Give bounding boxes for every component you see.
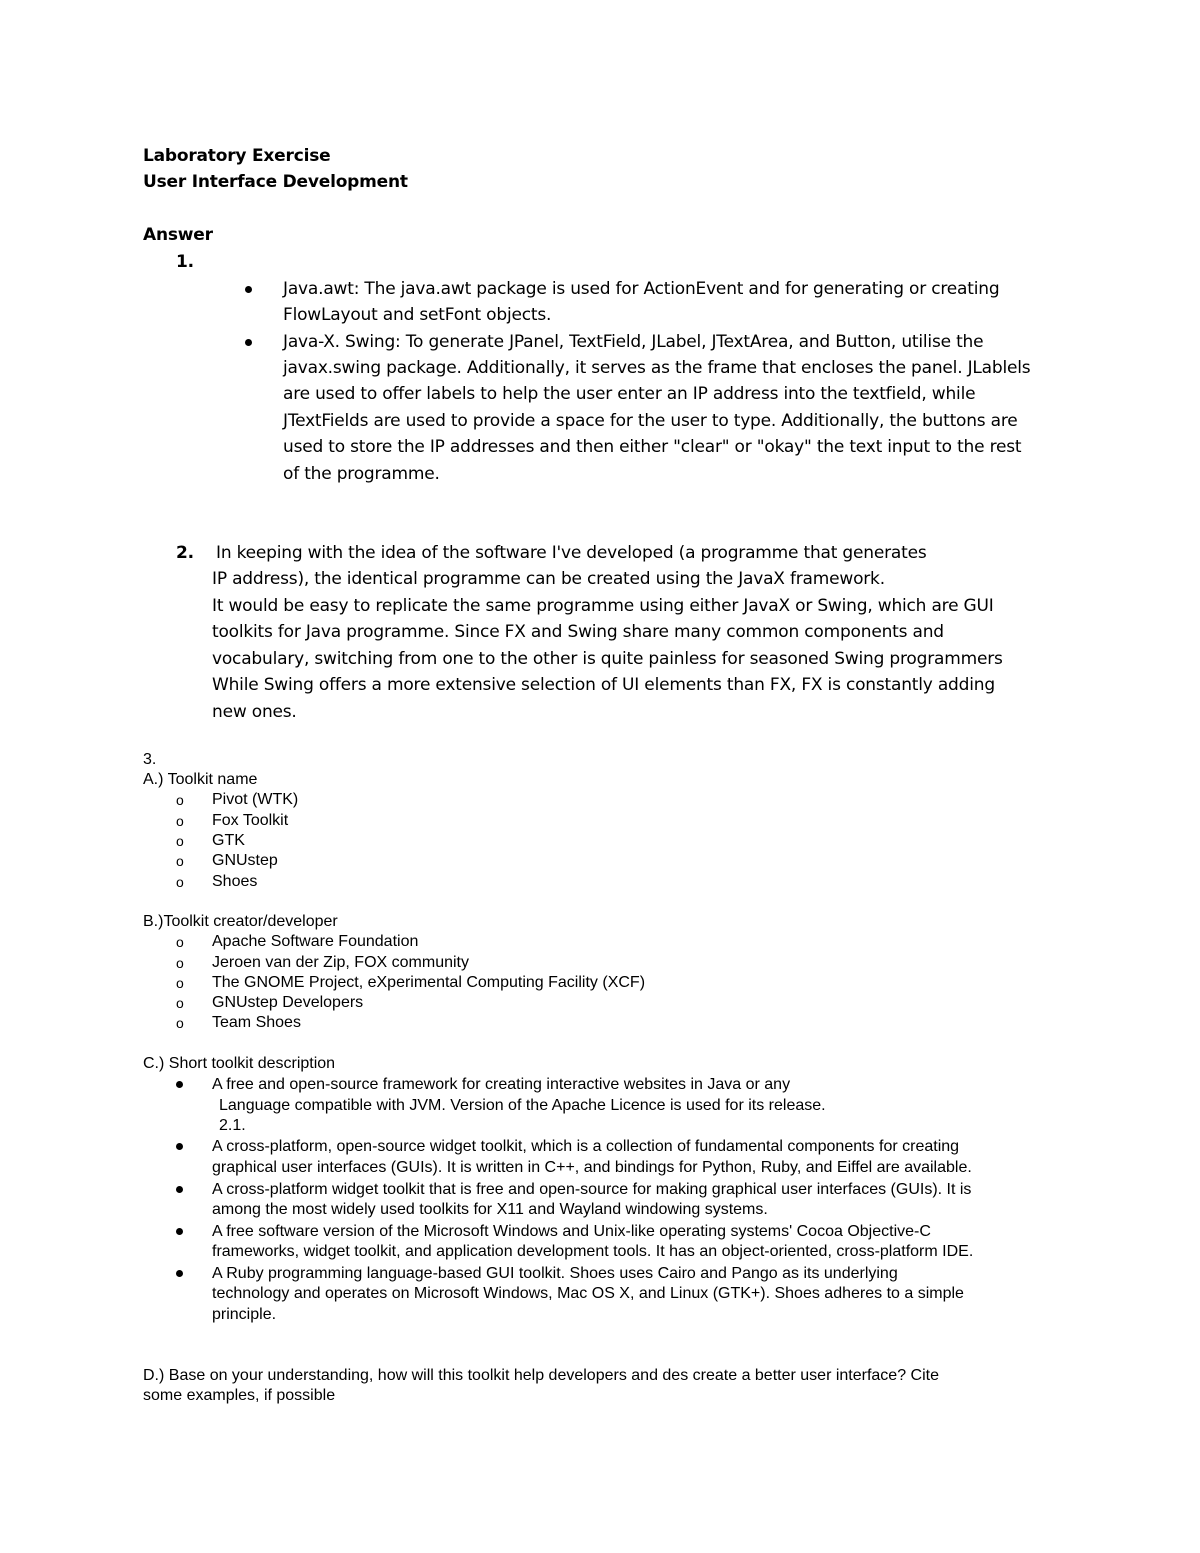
description-line: graphical user interfaces (GUIs). It is written in C++, and bindings for Python, Ruby, and Eiffel are available. xyxy=(212,1159,972,1176)
circle-bullet-icon: o xyxy=(176,1015,184,1031)
q2-line: While Swing offers a more extensive selection of UI elements than FX, FX is constantly adding xyxy=(212,675,995,695)
bullet-icon xyxy=(176,1081,183,1088)
bullet-icon xyxy=(245,339,252,346)
description-line: principle. xyxy=(212,1306,277,1323)
q1-bullet-line: Java-X. Swing: To generate JPanel, TextField, JLabel, JTextArea, and Button, utilise the xyxy=(283,332,984,352)
description-line: Language compatible with JVM. Version of the Apache Licence is used for its release. xyxy=(219,1097,826,1114)
q2-number: 2. xyxy=(176,543,194,563)
section-d-question: D.) Base on your understanding, how will this toolkit help developers and des create a better user interface? Cite xyxy=(143,1367,939,1384)
answer-label: Answer xyxy=(143,225,213,245)
bullet-icon xyxy=(176,1143,183,1150)
description-line: A free and open-source framework for creating interactive websites in Java or any xyxy=(212,1076,791,1093)
circle-bullet-icon: o xyxy=(176,792,184,808)
bullet-icon xyxy=(245,286,252,293)
q1-bullet-line: are used to offer labels to help the user enter an IP address into the textfield, while xyxy=(283,384,976,404)
circle-bullet-icon: o xyxy=(176,833,184,849)
toolkit-developer-item: GNUstep Developers xyxy=(212,994,364,1011)
circle-bullet-icon: o xyxy=(176,995,184,1011)
section-b-heading: B.)Toolkit creator/developer xyxy=(143,913,338,930)
q2-line: It would be easy to replicate the same programme using either JavaX or Swing, which are GUI xyxy=(212,596,994,616)
description-line: 2.1. xyxy=(219,1117,246,1134)
description-line: frameworks, widget toolkit, and application development tools. It has an object-oriented, cross-platform IDE. xyxy=(212,1243,974,1260)
circle-bullet-icon: o xyxy=(176,874,184,890)
toolkit-name-item: GNUstep xyxy=(212,852,278,869)
toolkit-name-item: Shoes xyxy=(212,873,258,890)
q2-line: vocabulary, switching from one to the other is quite painless for seasoned Swing programmers xyxy=(212,649,1003,669)
bullet-icon xyxy=(176,1186,183,1193)
q2-line: new ones. xyxy=(212,702,297,722)
description-line: A Ruby programming language-based GUI toolkit. Shoes uses Cairo and Pango as its underlying xyxy=(212,1265,898,1282)
circle-bullet-icon: o xyxy=(176,955,184,971)
q1-bullet-line: JTextFields are used to provide a space for the user to type. Additionally, the buttons are xyxy=(283,411,1018,431)
description-line: A cross-platform widget toolkit that is free and open-source for making graphical user interfaces (GUIs). It is xyxy=(212,1181,972,1198)
section-a-heading: A.) Toolkit name xyxy=(143,771,258,788)
description-line: technology and operates on Microsoft Windows, Mac OS X, and Linux (GTK+). Shoes adheres to a simple xyxy=(212,1285,964,1302)
circle-bullet-icon: o xyxy=(176,813,184,829)
circle-bullet-icon: o xyxy=(176,853,184,869)
section-d-question: some examples, if possible xyxy=(143,1387,336,1404)
q1-bullet-line: used to store the IP addresses and then either "clear" or "okay" the text input to the rest xyxy=(283,437,1022,457)
section-c-heading: C.) Short toolkit description xyxy=(143,1055,336,1072)
toolkit-name-item: Pivot (WTK) xyxy=(212,791,299,808)
q1-bullet-line: of the programme. xyxy=(283,464,440,484)
description-line: A cross-platform, open-source widget toolkit, which is a collection of fundamental components for creating xyxy=(212,1138,960,1155)
toolkit-developer-item: Team Shoes xyxy=(212,1014,301,1031)
toolkit-developer-item: Jeroen van der Zip, FOX community xyxy=(212,954,469,971)
bullet-icon xyxy=(176,1270,183,1277)
q1-bullet-line: Java.awt: The java.awt package is used for ActionEvent and for generating or creating xyxy=(283,279,1000,299)
q2-line: IP address), the identical programme can be created using the JavaX framework. xyxy=(212,569,885,589)
toolkit-name-item: GTK xyxy=(212,832,245,849)
description-line: among the most widely used toolkits for X11 and Wayland windowing systems. xyxy=(212,1201,768,1218)
toolkit-name-item: Fox Toolkit xyxy=(212,812,289,829)
description-line: A free software version of the Microsoft Windows and Unix-like operating systems' Cocoa Objective-C xyxy=(212,1223,931,1240)
q1-bullet-line: javax.swing package. Additionally, it serves as the frame that encloses the panel. JLablels xyxy=(283,358,1031,378)
toolkit-developer-item: The GNOME Project, eXperimental Computing Facility (XCF) xyxy=(212,974,646,991)
circle-bullet-icon: o xyxy=(176,975,184,991)
document-subtitle: User Interface Development xyxy=(143,172,408,192)
q1-bullet-line: FlowLayout and setFont objects. xyxy=(283,305,552,325)
circle-bullet-icon: o xyxy=(176,934,184,950)
toolkit-developer-item: Apache Software Foundation xyxy=(212,933,419,950)
q2-line: toolkits for Java programme. Since FX and Swing share many common components and xyxy=(212,622,944,642)
q1-number: 1. xyxy=(176,252,194,272)
q3-number: 3. xyxy=(143,751,157,768)
bullet-icon xyxy=(176,1228,183,1235)
q2-line: In keeping with the idea of the software I've developed (a programme that generates xyxy=(216,543,927,563)
document-title: Laboratory Exercise xyxy=(143,146,331,166)
